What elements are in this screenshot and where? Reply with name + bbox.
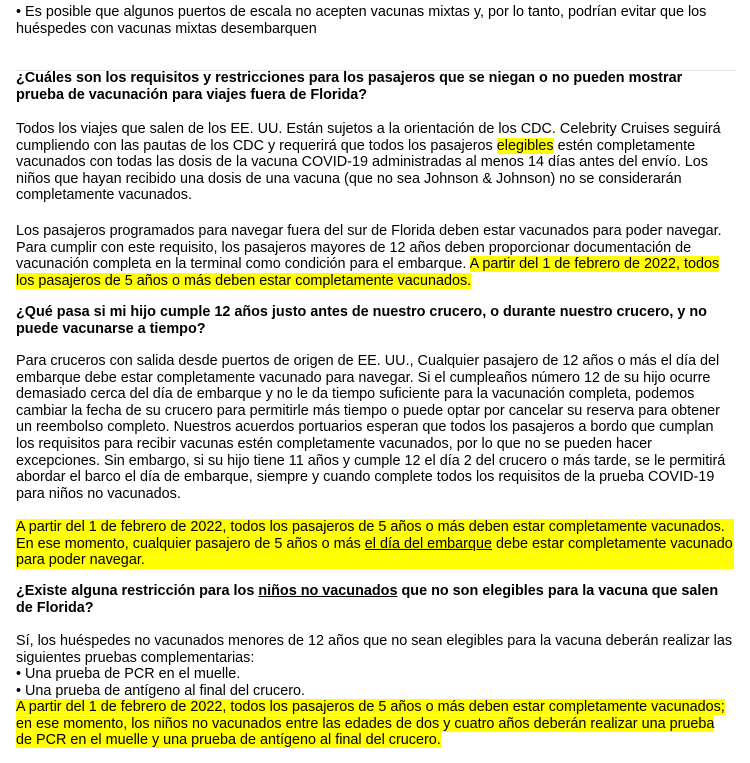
- intro-bullet: • Es posible que algunos puertos de escala no acepten vacunas mixtas y, por lo tanto, podrían evitar que los huéspedes con vacunas mixtas desembarquen: [16, 4, 707, 37]
- question-heading-3: [16, 583, 734, 616]
- paragraph-text: debe estar completamente vacunado para poder navegar.: [16, 535, 733, 569]
- paragraph-text: estén completamente vacunados con todas las dosis de la vacuna COVID-19 administradas al menos 14 días antes del envío. Los niños que hayan recibido una dosis de una vacuna (que no sea Johnson & Johnson) no se considerarán completamente vacunados.: [16, 137, 708, 204]
- paragraph-child-turns-12: Para cruceros con salida desde puertos de origen de EE. UU., Cualquier pasajero de 12 años o más el día del embarque debe estar completamente vacunado para navegar. Si el cumpleaños número 12 de su hijo ocurre demasiado cerca del día de embarque y no le da tiempo suficiente para la vacunación completa, podemos cambiar la fecha de su crucero para permitirle más tiempo o puede optar por cancelar su reserva para obtener un reembolso completo. Nuestros acuerdos portuarios esperan que todos los pasajeros a bordo que cumplan los requisitos para recibir vacunas estén completamente vacunados, por lo que no se pueden hacer excepciones. Sin embargo, si su hijo tiene 11 años y cumple 12 el día 2 del crucero o más tarde, se le permitirá abordar el barco el día de embarque, siempre y cuando complete todos los requisitos de la prueba COVID-19 para niños no vacunados.: [16, 353, 726, 502]
- list-item: • Una prueba de PCR en el muelle.: [16, 666, 241, 683]
- highlighted-paragraph-pcr: [16, 699, 734, 749]
- highlighted-text: elegibles: [496, 137, 554, 154]
- underlined-text: niños no vacunados: [258, 583, 398, 599]
- paragraph-unvaccinated-tests: [16, 633, 734, 699]
- paragraph-cdc-guidance: [16, 121, 734, 204]
- highlighted-text: A partir del 1 de febrero de 2022, todos los pasajeros de 5 años o más deben estar completamente vacunados; en ese momento, los niños no vacunados entre las edades de dos y cuatro años deberán realizar una prueba de PCR en el muelle y una prueba de antígeno al final del crucero.: [16, 699, 725, 749]
- paragraph-text: A partir del 1 de febrero de 2022, todos los pasajeros de 5 años o más deben estar completamente vacunados. En ese momento, cualquier pasajero de 5 años o más: [16, 519, 725, 552]
- paragraph-text: Todos los viajes que salen de los EE. UU. Están sujetos a la orientación de los CDC. Celebrity Cruises seguirá cumpliendo con las pautas de los CDC y requerirá que todos los pasajeros: [16, 121, 721, 154]
- heading-text: que no son elegibles para la vacuna que salen de Florida?: [16, 583, 719, 616]
- highlighted-text: A partir del 1 de febrero de 2022, todos los pasajeros de 5 años o más deben estar completamente vacunados.: [16, 256, 720, 289]
- heading-text: ¿Existe alguna restricción para los: [16, 583, 259, 599]
- paragraph-outside-florida: [16, 223, 734, 289]
- list-item: • Una prueba de antígeno al final del crucero.: [16, 682, 306, 699]
- question-heading-1: ¿Cuáles son los requisitos y restricciones para los pasajeros que se niegan o no pueden mostrar prueba de vacunación para viajes fuera de Florida?: [16, 70, 683, 103]
- underlined-text: el día del embarque: [364, 535, 492, 552]
- question-heading-2: ¿Qué pasa si mi hijo cumple 12 años justo antes de nuestro crucero, o durante nuestro crucero, y no puede vacunarse a tiempo?: [16, 304, 707, 337]
- highlighted-paragraph-feb-2022: [16, 519, 734, 569]
- paragraph-text: Sí, los huéspedes no vacunados menores de 12 años que no sean elegibles para la vacuna deberán realizar las siguientes pruebas complementarias:: [16, 633, 733, 666]
- paragraph-text: Los pasajeros programados para navegar fuera del sur de Florida deben estar vacunados para poder navegar. Para cumplir con este requisito, los pasajeros mayores de 12 años deben proporcionar documentación de vacunación completa en la terminal como condición para el embarque.: [16, 223, 722, 273]
